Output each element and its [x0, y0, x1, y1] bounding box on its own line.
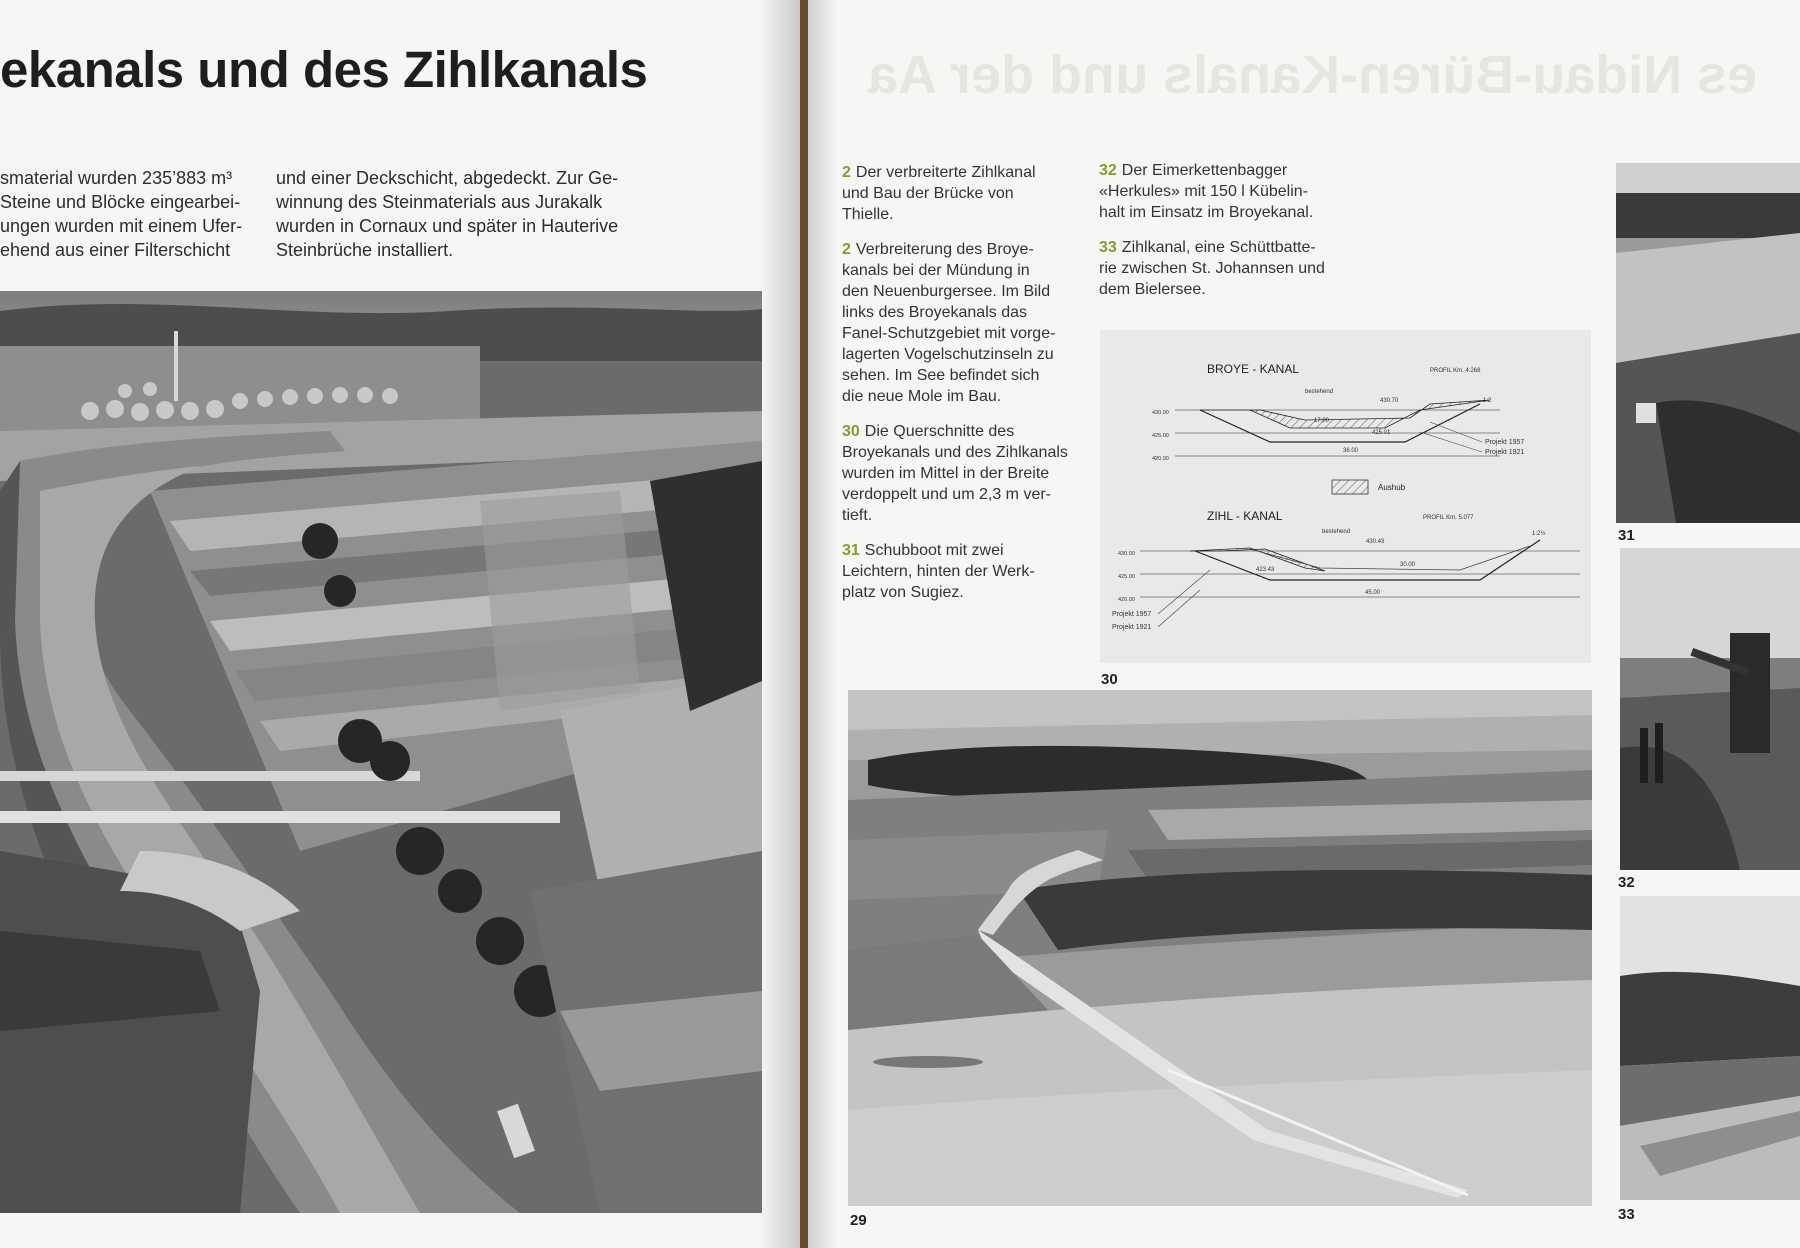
broye-level-1: 430.00 [1152, 410, 1169, 416]
aerial-photo-graphic [0, 291, 762, 1213]
caption-number: 2 [842, 241, 851, 258]
zihl-projekt-1921: Projekt 1921 [1112, 624, 1152, 631]
text-line: ehend aus einer Filterschicht [0, 240, 231, 260]
zihl-level-3: 420.00 [1118, 597, 1135, 603]
zihl-v-left: 423.43 [1256, 567, 1275, 573]
caption-line: Der Eimerkettenbagger [1121, 162, 1288, 179]
text-line: und einer Deckschicht, abgedeckt. Zur Ge- [276, 168, 619, 188]
caption-line: dem Bielersee. [1099, 281, 1206, 298]
broye-bestehend: bestehend [1305, 389, 1334, 395]
text-line: smaterial wurden 235’883 m³ [0, 168, 233, 188]
left-page [0, 0, 800, 1248]
zihl-bestehend: bestehend [1322, 529, 1351, 535]
figure-number-31: 31 [1618, 527, 1635, 544]
photo-graphic [1616, 163, 1800, 523]
caption-line: Schubboot mit zwei [864, 542, 1004, 559]
caption-column-b [1099, 160, 1359, 314]
zihl-width-bottom: 45.00 [1365, 590, 1381, 596]
caption-line: links des Broyekanals das [842, 304, 1027, 321]
caption-30 [842, 421, 1082, 526]
caption-line: halt im Einsatz im Broyekanal. [1099, 204, 1314, 221]
caption-line: Broyekanals und des Zihlkanals [842, 444, 1068, 461]
caption-line: und Bau der Brücke von [842, 185, 1014, 202]
caption-line: kanals bei der Mündung in [842, 262, 1030, 279]
photo-33-embankment [1620, 896, 1800, 1200]
caption-number: 2 [842, 164, 851, 181]
zihl-level-1: 430.00 [1118, 551, 1135, 557]
photo-graphic [1620, 896, 1800, 1200]
broye-title: BROYE - KANAL [1207, 362, 1300, 376]
broye-projekt-1957: Projekt 1957 [1485, 439, 1525, 446]
caption-line: die neue Mole im Bau. [842, 388, 1002, 405]
broye-slope: 1:2 [1483, 398, 1492, 404]
broye-profil: PROFIL Km. 4.268 [1430, 368, 1481, 374]
zihl-projekt-1957: Projekt 1957 [1112, 611, 1152, 618]
caption-line: rie zwischen St. Johannsen und [1099, 260, 1325, 277]
cross-section-graphic [1100, 330, 1591, 663]
zihl-v-top: 430.43 [1366, 539, 1385, 545]
caption-32 [1099, 160, 1359, 223]
text-line: Steine und Blöcke eingearbei- [0, 192, 241, 212]
caption-line: Fanel-Schutzgebiet mit vorge- [842, 325, 1056, 342]
text-line: wurden in Cornaux und später in Hauterive [276, 216, 619, 236]
page-heading: ekanals und des Zihlkanals [0, 41, 648, 98]
caption-column-a [842, 162, 1082, 617]
aerial-photo-zihl-canal [0, 291, 762, 1213]
aerial-photo-broye-mouth [848, 690, 1592, 1206]
gutter-shadow [760, 0, 800, 1248]
caption-number: 31 [842, 542, 860, 559]
caption-line: Der verbreiterte Zihlkanal [855, 164, 1036, 181]
figure-number-32: 32 [1618, 874, 1635, 891]
text-line: ungen wurden mit einem Ufer- [0, 216, 243, 236]
broye-v-top: 430.70 [1380, 398, 1399, 404]
leader-line [1430, 422, 1482, 442]
caption-31 [842, 540, 1082, 603]
caption-line: lagerten Vogelschutzinseln zu [842, 346, 1054, 363]
leader-line [1158, 570, 1210, 614]
zihl-title: ZIHL - KANAL [1207, 509, 1283, 523]
zihl-slope: 1:2½ [1532, 531, 1546, 537]
broye-width-top: 17.00 [1314, 418, 1330, 424]
broye-projekt-1921: Projekt 1921 [1485, 449, 1525, 456]
broye-excavation [1200, 400, 1490, 428]
caption-line: Leichtern, hinten der Werk- [842, 563, 1035, 580]
text-line: Steinbrüche installiert. [276, 240, 454, 260]
figure-number-30: 30 [1101, 671, 1118, 688]
photo-32-bucket-dredger [1620, 548, 1800, 870]
caption-number: 33 [1099, 239, 1117, 256]
photo-graphic [1620, 548, 1800, 870]
figure-number-33: 33 [1618, 1206, 1635, 1223]
aerial-photo-graphic [848, 690, 1592, 1206]
caption-33 [1099, 237, 1359, 300]
broye-v-mid: 425.01 [1372, 430, 1391, 436]
caption-line: Die Querschnitte des [864, 423, 1015, 440]
cross-section-diagram [1100, 330, 1591, 663]
caption-line: platz von Sugiez. [842, 584, 964, 601]
broye-level-3: 420.00 [1152, 456, 1169, 462]
legend-aushub: Aushub [1378, 483, 1406, 492]
caption-line: tieft. [842, 507, 873, 524]
caption-29b [842, 239, 1082, 407]
body-text-column-1 [0, 166, 255, 262]
zihl-existing-line [1250, 546, 1530, 570]
caption-number: 32 [1099, 162, 1117, 179]
caption-29 [842, 162, 1082, 225]
figure-number-29: 29 [850, 1212, 867, 1229]
caption-line: «Herkules» mit 150 l Kübelin- [1099, 183, 1308, 200]
gutter-shadow [808, 0, 838, 1248]
broye-width-bottom: 36.00 [1343, 448, 1359, 454]
photo-31-tug-boat [1616, 163, 1800, 523]
zihl-width-mid: 30.00 [1400, 562, 1416, 568]
broye-level-2: 425.00 [1152, 433, 1169, 439]
caption-line: wurden im Mittel in der Breite [842, 465, 1050, 482]
leader-line [1420, 432, 1482, 452]
caption-number: 30 [842, 423, 860, 440]
caption-line: den Neuenburgersee. Im Bild [842, 283, 1051, 300]
zihl-level-2: 425.00 [1118, 574, 1135, 580]
body-text-column-2 [276, 166, 638, 262]
bleed-through-heading: es Nidau-Büren-Kanals und der Aa [868, 45, 1758, 105]
zihl-profil: PROFIL Km. 5.077 [1423, 515, 1474, 521]
caption-line: Thielle. [842, 206, 894, 223]
caption-line: sehen. Im See befindet sich [842, 367, 1040, 384]
legend-swatch [1332, 480, 1368, 494]
caption-line: Zihlkanal, eine Schüttbatte- [1121, 239, 1316, 256]
caption-line: Verbreiterung des Broye- [855, 241, 1034, 258]
text-line: winnung des Steinmaterials aus Jurakalk [276, 192, 603, 212]
caption-line: verdoppelt und um 2,3 m ver- [842, 486, 1051, 503]
